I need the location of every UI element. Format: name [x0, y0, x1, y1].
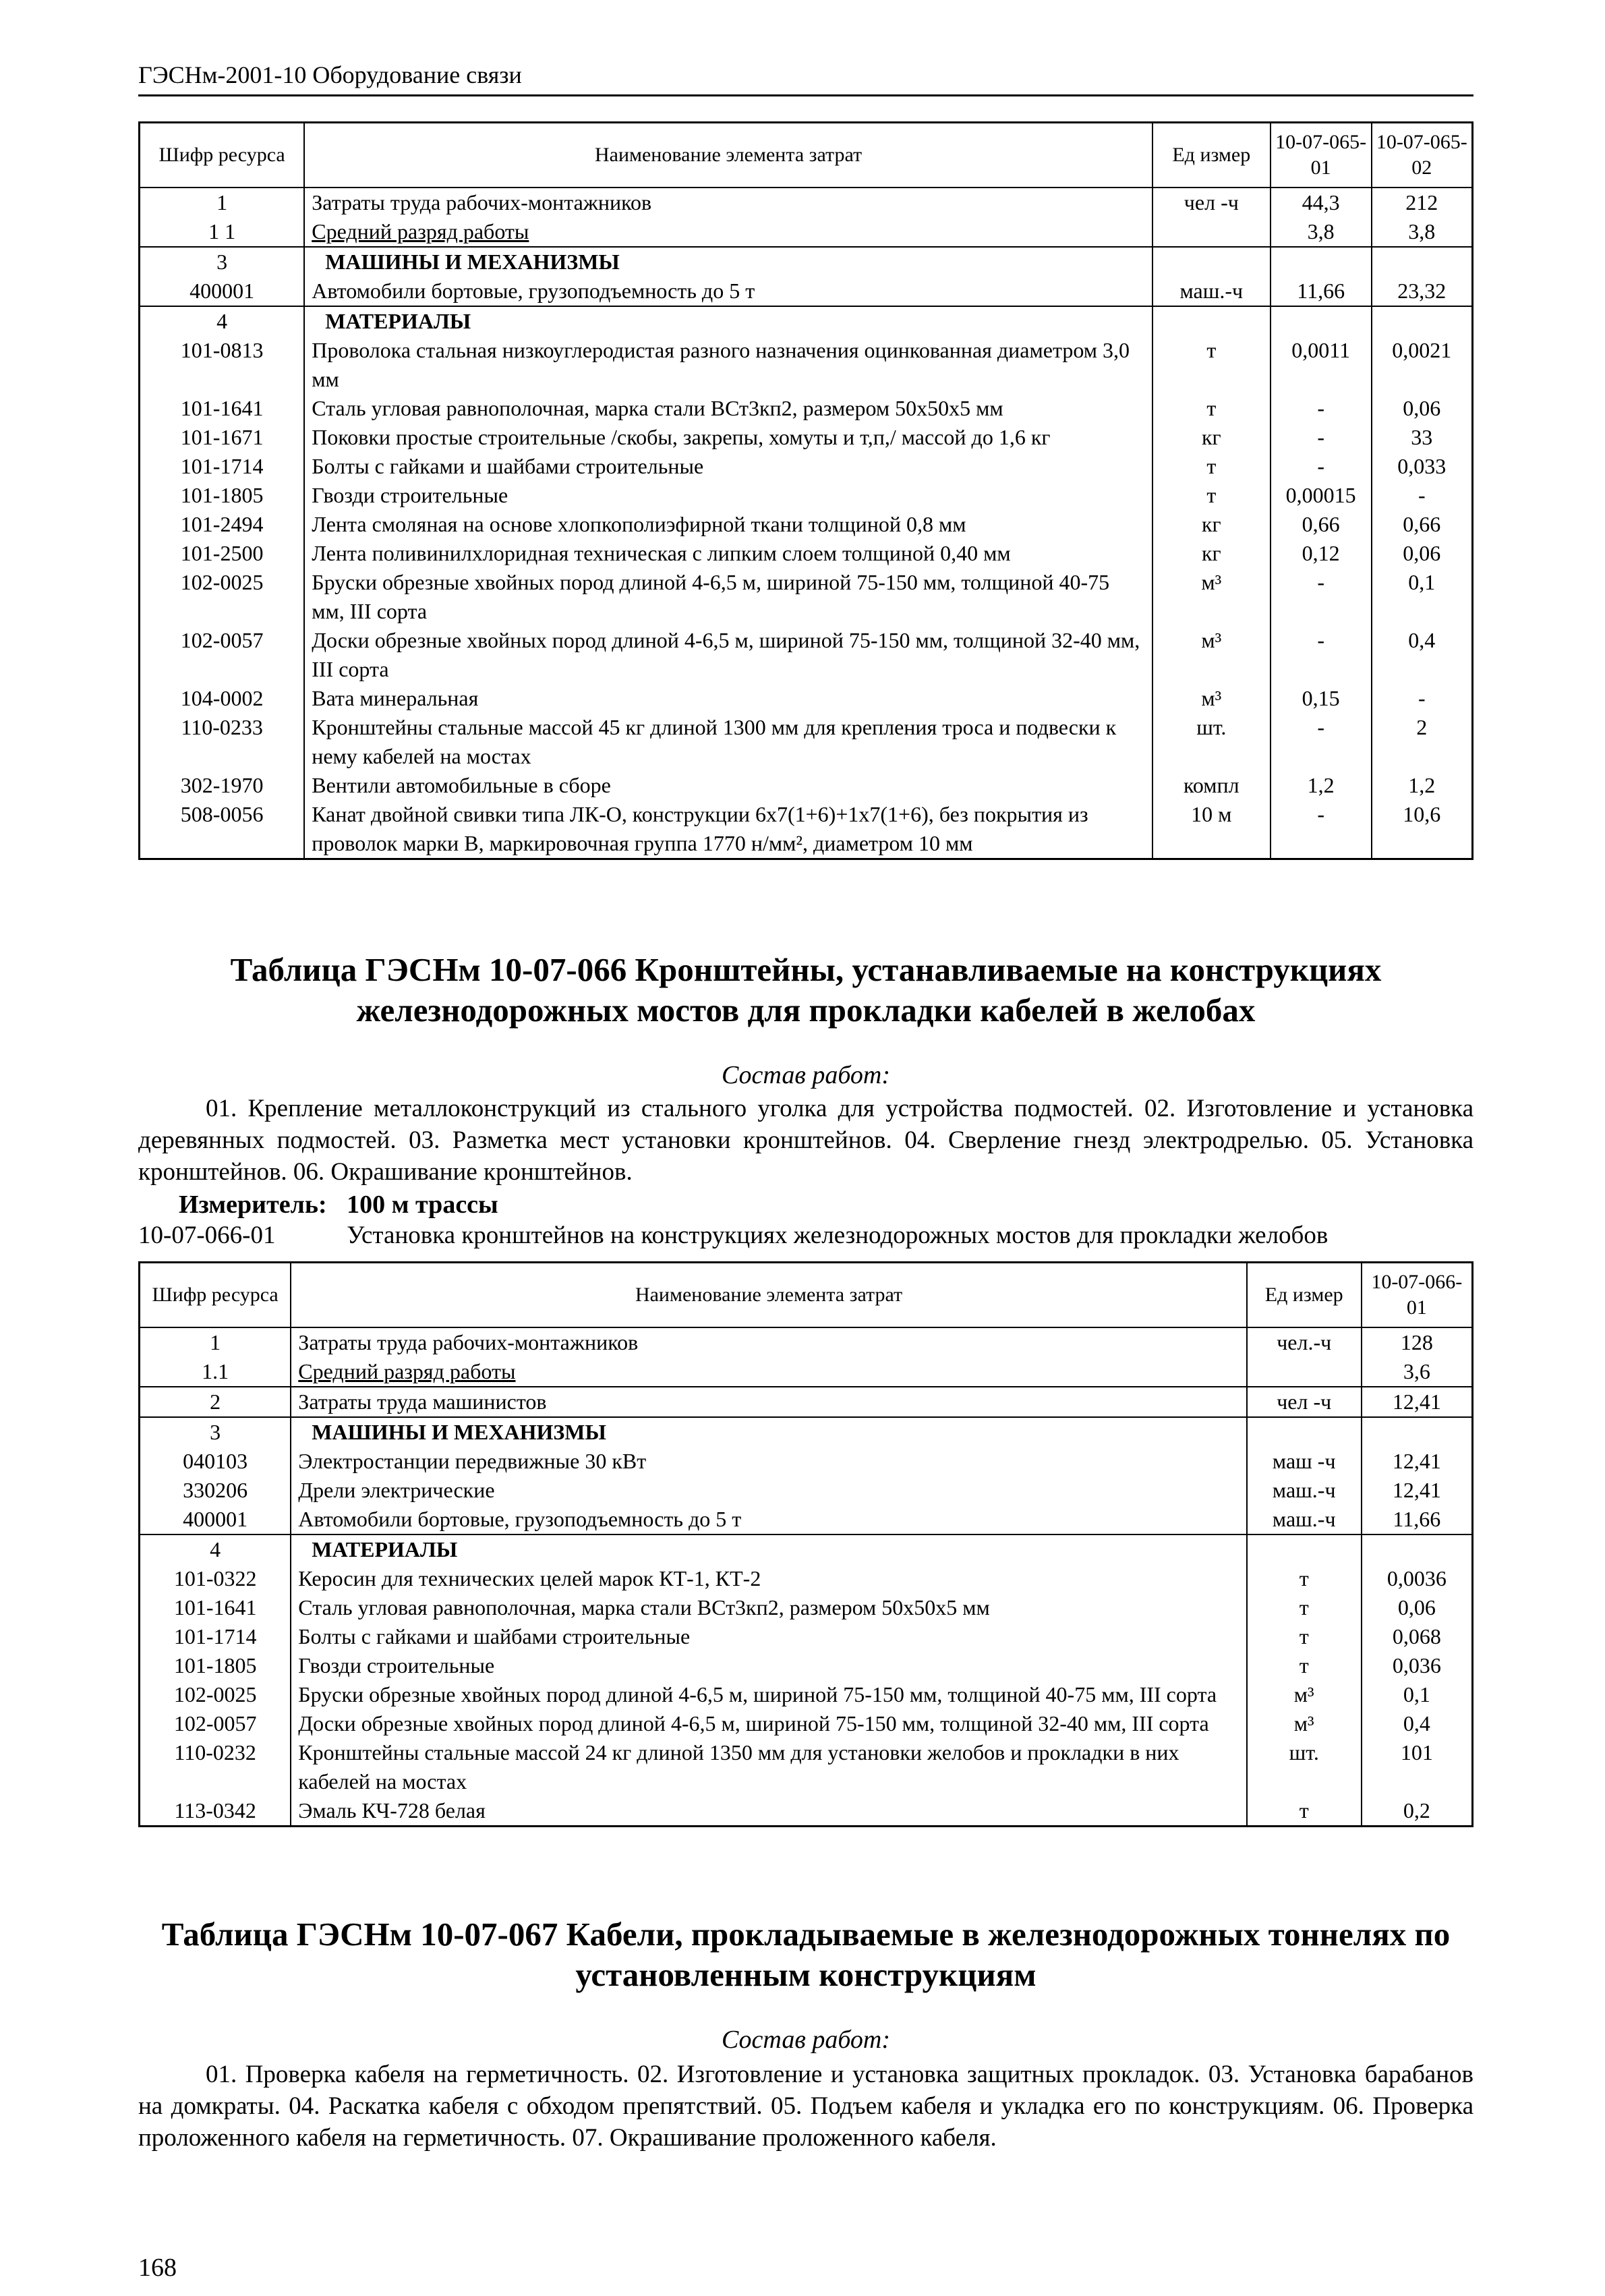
page-header: ГЭСНм-2001-10 Оборудование связи	[138, 61, 1473, 96]
cell-name: Средний разряд работы	[291, 1357, 1247, 1387]
table-row	[140, 277, 1473, 306]
cell-value-1: 0,06	[1362, 1593, 1473, 1622]
cell-value-1: 1,2	[1271, 771, 1372, 800]
cell-unit: шт.	[1152, 713, 1271, 771]
cell-unit: маш.-ч	[1152, 277, 1271, 306]
cell-value-2: 212	[1372, 188, 1473, 217]
cell-code: 102-0057	[140, 626, 305, 684]
cell-value-1: 0,1	[1362, 1680, 1473, 1709]
cell-value-1: -	[1271, 394, 1372, 423]
table-row	[140, 452, 1473, 481]
work-composition-label: Состав работ:	[721, 1061, 891, 1089]
table-row	[140, 800, 1473, 859]
cell-name: Болты с гайками и шайбами строительные	[291, 1622, 1247, 1651]
table-row	[140, 1622, 1473, 1651]
cell-code: 102-0025	[140, 1680, 291, 1709]
cell-value-1: 0,068	[1362, 1622, 1473, 1651]
cell-code: 1	[140, 1327, 291, 1357]
cell-value-1: -	[1271, 568, 1372, 626]
col-header-name: Наименование элемента затрат	[291, 1263, 1247, 1328]
col-header-norm-1: 10-07-065-01	[1271, 123, 1372, 188]
cell-value-1: 44,3	[1271, 188, 1372, 217]
table-header-row	[140, 123, 1473, 188]
cell-value-2: 33	[1372, 423, 1473, 452]
cell-unit	[1247, 1534, 1362, 1564]
cell-code: 101-1641	[140, 394, 305, 423]
cell-name: МАТЕРИАЛЫ	[304, 306, 1152, 336]
cell-value-2: 23,32	[1372, 277, 1473, 306]
table-row	[140, 1680, 1473, 1709]
cell-unit: маш.-ч	[1247, 1476, 1362, 1505]
cell-name: Болты с гайками и шайбами строительные	[304, 452, 1152, 481]
cell-value-1: 3,6	[1362, 1357, 1473, 1387]
cell-code: 508-0056	[140, 800, 305, 859]
cell-code: 1 1	[140, 217, 305, 247]
cell-value-1: 0,66	[1271, 510, 1372, 539]
table-row	[140, 1505, 1473, 1534]
work-composition-text: 01. Крепление металлоконструкций из стального уголка для устройства подмостей. 02. Изготовление и установка деревянных подмостей. 03. Разметка мест установки кронштейнов. 04. Сверление гнезд электродрелью. 05. Установка кронштейнов. 06. Окрашивание кронштейнов.	[138, 1095, 1473, 1186]
cell-code: 104-0002	[140, 684, 305, 713]
table-row	[140, 1564, 1473, 1593]
cell-name: Проволока стальная низкоуглеродистая разного назначения оцинкованная диаметром 3,0 мм	[304, 336, 1152, 394]
cell-value-2: 10,6	[1372, 800, 1473, 859]
cell-value-1: 12,41	[1362, 1387, 1473, 1417]
table-row	[140, 1534, 1473, 1564]
cell-value-1: 101	[1362, 1738, 1473, 1796]
cell-value-2: 0,1	[1372, 568, 1473, 626]
cell-name: Канат двойной свивки типа ЛК-О, конструкции 6x7(1+6)+1x7(1+6), без покрытия из проволок марки В, маркировочная группа 1770 н/мм², диаметром 10 мм	[304, 800, 1152, 859]
cell-value-1: -	[1271, 800, 1372, 859]
table-row	[140, 1357, 1473, 1387]
table-row	[140, 510, 1473, 539]
cell-value-1: 3,8	[1271, 217, 1372, 247]
cell-name: Кронштейны стальные массой 45 кг длиной 1300 мм для крепления троса и подвески к нему кабелей на мостах	[304, 713, 1152, 771]
cell-code: 101-2500	[140, 539, 305, 568]
cell-value-2: 0,0021	[1372, 336, 1473, 394]
cell-unit: т	[1152, 394, 1271, 423]
cell-unit: м³	[1152, 626, 1271, 684]
table-row	[140, 1327, 1473, 1357]
cell-unit: т	[1247, 1593, 1362, 1622]
cell-value-2: 0,4	[1372, 626, 1473, 684]
cell-name: Лента смоляная на основе хлопкополиэфирной ткани толщиной 0,8 мм	[304, 510, 1152, 539]
cell-value-1: 0,0036	[1362, 1564, 1473, 1593]
col-header-code: Шифр ресурса	[140, 1263, 291, 1328]
cell-unit: м³	[1152, 568, 1271, 626]
cell-code: 101-1805	[140, 1651, 291, 1680]
cell-name: МАТЕРИАЛЫ	[291, 1534, 1247, 1564]
cell-value-2: 0,06	[1372, 539, 1473, 568]
cell-value-1: -	[1271, 452, 1372, 481]
cell-unit: т	[1247, 1651, 1362, 1680]
cell-value-1: 0,0011	[1271, 336, 1372, 394]
cell-name: Бруски обрезные хвойных пород длиной 4-6,5 м, шириной 75-150 мм, толщиной 40-75 мм, III сорта	[304, 568, 1152, 626]
cell-unit: т	[1247, 1796, 1362, 1827]
cell-name: Кронштейны стальные массой 24 кг длиной 1350 мм для установки желобов и прокладки в них кабелей на мостах	[291, 1738, 1247, 1796]
cell-unit	[1152, 247, 1271, 277]
table-header-row	[140, 1263, 1473, 1328]
cell-code: 113-0342	[140, 1796, 291, 1827]
cell-value-1	[1362, 1417, 1473, 1447]
cell-value-2: 0,033	[1372, 452, 1473, 481]
table-row	[140, 306, 1473, 336]
cell-unit: кг	[1152, 510, 1271, 539]
cell-code: 3	[140, 1417, 291, 1447]
cell-unit: м³	[1152, 684, 1271, 713]
cell-unit: м³	[1247, 1709, 1362, 1738]
col-header-unit: Ед измер	[1247, 1263, 1362, 1328]
resource-table-066	[138, 1261, 1473, 1827]
table-row	[140, 539, 1473, 568]
table-title-067: Таблица ГЭСНм 10-07-067 Кабели, прокладываемые в железнодорожных тоннелях по установленным конструкциям	[161, 1916, 1451, 1993]
cell-value-1: -	[1271, 713, 1372, 771]
table-row	[140, 1651, 1473, 1680]
cell-unit: чел.-ч	[1247, 1327, 1362, 1357]
cell-code: 101-1714	[140, 452, 305, 481]
cell-name: Дрели электрические	[291, 1476, 1247, 1505]
cell-unit: маш.-ч	[1247, 1505, 1362, 1534]
cell-unit: компл	[1152, 771, 1271, 800]
cell-name: Затраты труда машинистов	[291, 1387, 1247, 1417]
cell-value-2	[1372, 306, 1473, 336]
cell-name: Сталь угловая равнополочная, марка стали ВСт3кп2, размером 50x50x5 мм	[304, 394, 1152, 423]
table-row	[140, 394, 1473, 423]
cell-code: 040103	[140, 1447, 291, 1476]
cell-unit: т	[1152, 452, 1271, 481]
cell-name: Вентили автомобильные в сборе	[304, 771, 1152, 800]
table-row	[140, 1709, 1473, 1738]
cell-code: 1.1	[140, 1357, 291, 1387]
cell-unit: 10 м	[1152, 800, 1271, 859]
table-row	[140, 771, 1473, 800]
cell-value-1: 0,2	[1362, 1796, 1473, 1827]
cell-name: Средний разряд работы	[304, 217, 1152, 247]
cell-code: 101-1671	[140, 423, 305, 452]
cell-name: Вата минеральная	[304, 684, 1152, 713]
cell-unit	[1152, 306, 1271, 336]
cell-code: 302-1970	[140, 771, 305, 800]
col-header-norm-1: 10-07-066-01	[1362, 1263, 1473, 1328]
norm-name: Установка кронштейнов на конструкциях железнодорожных мостов для прокладки желобов	[347, 1222, 1329, 1249]
cell-value-1: 0,4	[1362, 1709, 1473, 1738]
cell-unit: маш -ч	[1247, 1447, 1362, 1476]
cell-name: Гвозди строительные	[304, 481, 1152, 510]
cell-value-1: 11,66	[1362, 1505, 1473, 1534]
cell-unit: шт.	[1247, 1738, 1362, 1796]
cell-value-2: 2	[1372, 713, 1473, 771]
cell-value-1: -	[1271, 423, 1372, 452]
table-title-066: Таблица ГЭСНм 10-07-066 Кронштейны, устанавливаемые на конструкциях железнодорожных мостов для прокладки кабелей в желобах	[230, 951, 1382, 1029]
norm-code: 10-07-066-01	[138, 1222, 276, 1249]
cell-unit: кг	[1152, 539, 1271, 568]
cell-name: МАШИНЫ И МЕХАНИЗМЫ	[304, 247, 1152, 277]
table-row	[140, 568, 1473, 626]
table-row	[140, 1738, 1473, 1796]
work-composition-label-067: Состав работ:	[721, 2026, 891, 2054]
col-header-code: Шифр ресурса	[140, 123, 305, 188]
cell-code: 101-1714	[140, 1622, 291, 1651]
cell-code: 102-0057	[140, 1709, 291, 1738]
cell-code: 101-1641	[140, 1593, 291, 1622]
resource-table-065	[138, 121, 1473, 860]
cell-name: Затраты труда рабочих-монтажников	[304, 188, 1152, 217]
table-row	[140, 423, 1473, 452]
cell-name: Лента поливинилхлоридная техническая с липким слоем толщиной 0,40 мм	[304, 539, 1152, 568]
cell-name: Гвозди строительные	[291, 1651, 1247, 1680]
cell-value-1: 12,41	[1362, 1476, 1473, 1505]
cell-code: 3	[140, 247, 305, 277]
cell-unit: чел -ч	[1247, 1387, 1362, 1417]
table-row	[140, 1796, 1473, 1827]
cell-value-1: 0,00015	[1271, 481, 1372, 510]
cell-value-1: -	[1271, 626, 1372, 684]
table-row	[140, 626, 1473, 684]
cell-name: Керосин для технических целей марок КТ-1, КТ-2	[291, 1564, 1247, 1593]
cell-code: 4	[140, 1534, 291, 1564]
table-row	[140, 481, 1473, 510]
cell-unit: т	[1152, 481, 1271, 510]
cell-code: 110-0232	[140, 1738, 291, 1796]
cell-value-1: 0,15	[1271, 684, 1372, 713]
cell-unit: м³	[1247, 1680, 1362, 1709]
table-row	[140, 1476, 1473, 1505]
table-row	[140, 1417, 1473, 1447]
cell-name: Электростанции передвижные 30 кВт	[291, 1447, 1247, 1476]
cell-name: Доски обрезные хвойных пород длиной 4-6,5 м, шириной 75-150 мм, толщиной 32-40 мм, III сорта	[291, 1709, 1247, 1738]
cell-code: 400001	[140, 1505, 291, 1534]
cell-value-2: -	[1372, 684, 1473, 713]
cell-code: 101-1805	[140, 481, 305, 510]
cell-name: Автомобили бортовые, грузоподъемность до 5 т	[304, 277, 1152, 306]
cell-unit: т	[1247, 1622, 1362, 1651]
cell-value-1: 0,12	[1271, 539, 1372, 568]
cell-value-2: 1,2	[1372, 771, 1473, 800]
col-header-unit: Ед измер	[1152, 123, 1271, 188]
cell-code: 330206	[140, 1476, 291, 1505]
cell-code: 1	[140, 188, 305, 217]
table-row	[140, 1387, 1473, 1417]
cell-code: 101-2494	[140, 510, 305, 539]
cell-unit: т	[1247, 1564, 1362, 1593]
measure-line	[179, 1190, 498, 1219]
cell-unit: т	[1152, 336, 1271, 394]
table-row	[140, 188, 1473, 217]
cell-unit	[1247, 1417, 1362, 1447]
cell-code: 400001	[140, 277, 305, 306]
cell-name: Затраты труда рабочих-монтажников	[291, 1327, 1247, 1357]
cell-name: Автомобили бортовые, грузоподъемность до 5 т	[291, 1505, 1247, 1534]
table-row	[140, 336, 1473, 394]
cell-name: Поковки простые строительные /скобы, закрепы, хомуты и т,п,/ массой до 1,6 кг	[304, 423, 1152, 452]
cell-unit	[1247, 1357, 1362, 1387]
cell-code: 4	[140, 306, 305, 336]
cell-code: 110-0233	[140, 713, 305, 771]
measure-label: Измеритель:	[179, 1190, 327, 1219]
cell-value-1: 11,66	[1271, 277, 1372, 306]
col-header-name: Наименование элемента затрат	[304, 123, 1152, 188]
cell-value-2: 0,06	[1372, 394, 1473, 423]
cell-code: 101-0813	[140, 336, 305, 394]
cell-name: Сталь угловая равнополочная, марка стали ВСт3кп2, размером 50x50x5 мм	[291, 1593, 1247, 1622]
cell-name: Доски обрезные хвойных пород длиной 4-6,5 м, шириной 75-150 мм, толщиной 32-40 мм, III сорта	[304, 626, 1152, 684]
cell-value-1	[1362, 1534, 1473, 1564]
cell-name: Бруски обрезные хвойных пород длиной 4-6,5 м, шириной 75-150 мм, толщиной 40-75 мм, III сорта	[291, 1680, 1247, 1709]
col-header-norm-2: 10-07-065-02	[1372, 123, 1473, 188]
cell-code: 102-0025	[140, 568, 305, 626]
cell-value-1: 0,036	[1362, 1651, 1473, 1680]
table-row	[140, 247, 1473, 277]
cell-code: 2	[140, 1387, 291, 1417]
cell-value-1	[1271, 247, 1372, 277]
cell-value-2	[1372, 247, 1473, 277]
table-row	[140, 713, 1473, 771]
table-row	[140, 1447, 1473, 1476]
cell-name: Эмаль КЧ-728 белая	[291, 1796, 1247, 1827]
table-row	[140, 217, 1473, 247]
cell-unit: кг	[1152, 423, 1271, 452]
page-number: 168	[138, 2254, 177, 2282]
cell-name: МАШИНЫ И МЕХАНИЗМЫ	[291, 1417, 1247, 1447]
cell-value-2: -	[1372, 481, 1473, 510]
measure-value: 100 м трассы	[347, 1190, 498, 1219]
cell-unit	[1152, 217, 1271, 247]
norm-line	[138, 1221, 1473, 1250]
cell-value-1	[1271, 306, 1372, 336]
table-row	[140, 1593, 1473, 1622]
cell-value-1: 128	[1362, 1327, 1473, 1357]
table-row	[140, 684, 1473, 713]
cell-value-1: 12,41	[1362, 1447, 1473, 1476]
work-composition-text-067: 01. Проверка кабеля на герметичность. 02. Изготовление и установка защитных прокладок. 03. Установка барабанов на домкраты. 04. Раскатка кабеля с обходом препятствий. 05. Подъем кабеля и укладка его по конструкциям. 06. Проверка проложенного кабеля на герметичность. 07. Окрашивание проложенного кабеля.	[138, 2061, 1473, 2152]
cell-value-2: 0,66	[1372, 510, 1473, 539]
cell-code: 101-0322	[140, 1564, 291, 1593]
cell-value-2: 3,8	[1372, 217, 1473, 247]
cell-unit: чел -ч	[1152, 188, 1271, 217]
